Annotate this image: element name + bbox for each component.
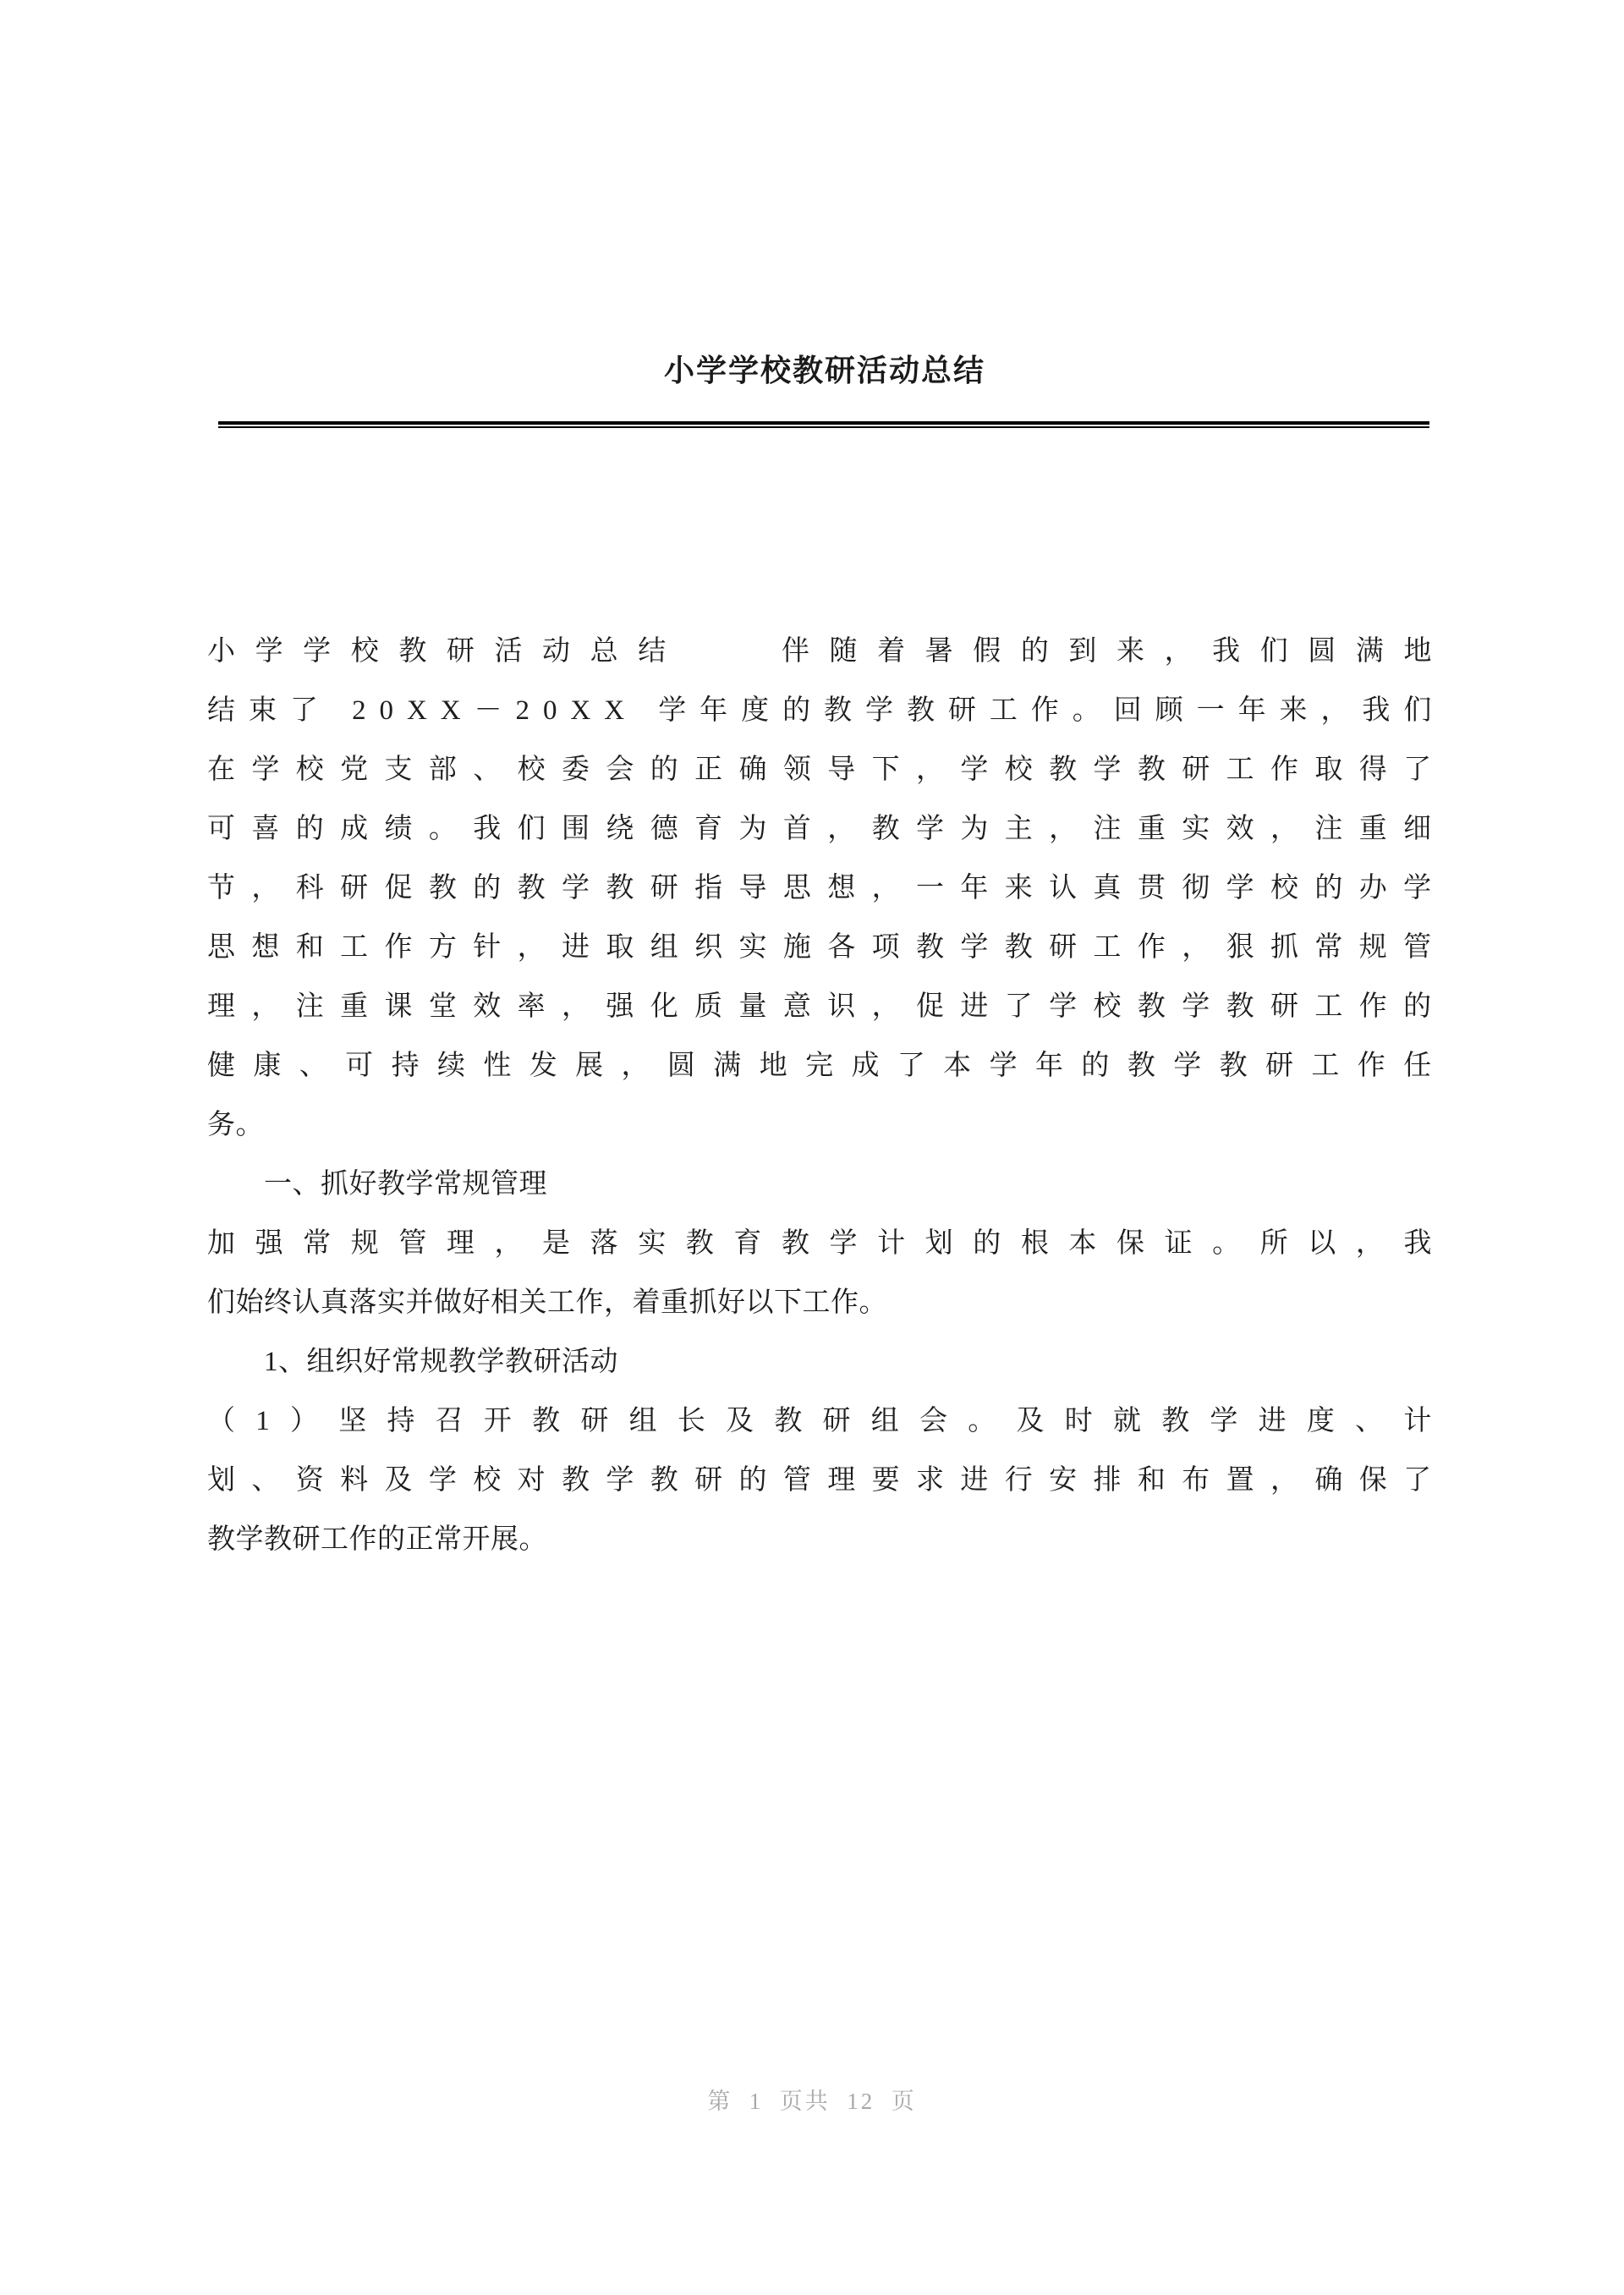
body-line: 们始终认真落实并做好相关工作，着重抓好以下工作。	[207, 1288, 887, 1318]
body-line: 1、组织好常规教学教研活动	[207, 1347, 618, 1377]
body-line: 在 学 校 党 支 部 、 校 委 会 的 正 确 领 导 下 ， 学 校 教 学 教 研 工 作 取 得 了	[207, 755, 1432, 785]
body-line: 一、抓好教学常规管理	[207, 1169, 547, 1200]
body-line: 教学教研工作的正常开展。	[207, 1524, 547, 1555]
body-line: 思 想 和 工 作 方 针 ， 进 取 组 织 实 施 各 项 教 学 教 研 工 作 ， 狠 抓 常 规 管	[207, 932, 1432, 963]
page-footer: 第 1 页共 12 页	[707, 2089, 917, 2114]
body-line: 结 束 了 2 0 X X － 2 0 X X 学 年 度 的 教 学 教 研 工 作 。 回 顾 一 年 来 ， 我 们	[207, 695, 1432, 726]
document-body	[207, 622, 1432, 1569]
body-line: 划 、 资 料 及 学 校 对 教 学 教 研 的 管 理 要 求 进 行 安 排 和 布 置 ， 确 保 了	[207, 1465, 1432, 1496]
body-line: 理 ， 注 重 课 堂 效 率 ， 强 化 质 量 意 识 ， 促 进 了 学 校 教 学 教 研 工 作 的	[207, 991, 1432, 1022]
title-divider	[218, 421, 1429, 428]
page-title: 小学学校教研活动总结	[663, 354, 985, 389]
divider-thin-line	[218, 426, 1429, 428]
body-line: 加 强 常 规 管 理 ， 是 落 实 教 育 教 学 计 划 的 根 本 保 证 。 所 以 ， 我	[207, 1228, 1432, 1259]
body-line: 小 学 学 校 教 研 活 动 总 结 伴 随 着 暑 假 的 到 来 ， 我 们 圆 满 地	[207, 636, 1432, 667]
body-line: （ 1 ） 坚 持 召 开 教 研 组 长 及 教 研 组 会 。 及 时 就 教 学 进 度 、 计	[207, 1406, 1432, 1436]
body-line: 可 喜 的 成 绩 。 我 们 围 绕 德 育 为 首 ， 教 学 为 主 ， 注 重 实 效 ， 注 重 细	[207, 814, 1432, 844]
body-line: 务。	[207, 1110, 264, 1140]
body-line: 健 康 、 可 持 续 性 发 展 ， 圆 满 地 完 成 了 本 学 年 的 教 学 教 研 工 作 任	[207, 1051, 1432, 1081]
body-line: 节 ， 科 研 促 教 的 教 学 教 研 指 导 思 想 ， 一 年 来 认 真 贯 彻 学 校 的 办 学	[207, 873, 1432, 903]
